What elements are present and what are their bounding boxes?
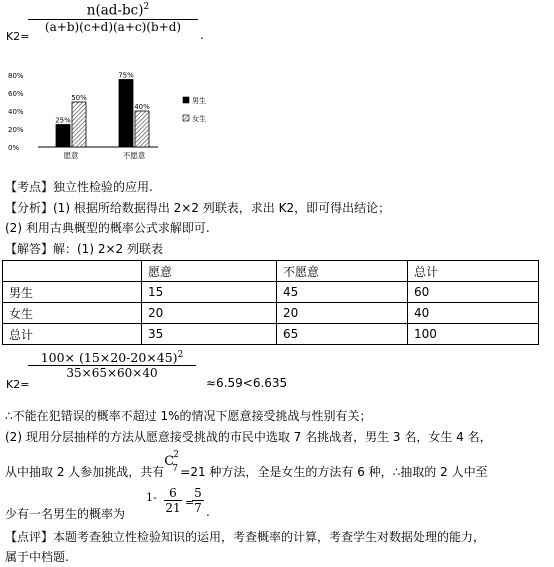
prob-num-2: 5	[194, 486, 202, 500]
prob-fraction-2	[192, 486, 204, 515]
combination	[164, 450, 180, 476]
y-tick-label: 80%	[8, 72, 24, 80]
table-cell: 愿意	[142, 261, 277, 282]
part2-line-1: (2) 现用分层抽样的方法从愿意接受挑战的市民中选取 7 名挑战者，男生 3 名，女生 4 名，	[5, 430, 492, 444]
formula-1-prefix: K2=	[6, 30, 30, 43]
formula-1-exponent: 2	[143, 2, 150, 12]
combination-sub: 7	[172, 464, 178, 474]
table-cell: 35	[142, 324, 277, 345]
legend-swatch	[183, 97, 189, 103]
legend-label: 女生	[192, 115, 206, 123]
table-cell: 不愿意	[277, 261, 408, 282]
formula-2-approx: ≈6.59<6.635	[206, 376, 288, 390]
formula-1-fraction	[28, 2, 198, 34]
formula-2-fraction	[28, 350, 196, 380]
part2-line-3-pre: 少有一名男生的概率为	[5, 507, 126, 521]
table-cell: 65	[277, 324, 408, 345]
fenxi-line-2: (2) 利用古典概型的概率公式求解即可.	[5, 221, 210, 235]
data-label: 40%	[134, 103, 150, 111]
data-label: 75%	[118, 71, 134, 80]
kaodian-line: 【考点】独立性检验的应用.	[5, 180, 153, 194]
table-cell: 总计	[408, 261, 539, 282]
bar-1-1	[135, 111, 149, 147]
combination-base: C	[164, 454, 175, 469]
formula-2	[6, 350, 306, 394]
table-row	[3, 303, 539, 324]
formula-2-denominator: 35×65×60×40	[66, 366, 158, 381]
formula-2-numerator: 100× (15×20-20×45)	[40, 350, 178, 366]
comment-line-1: 【点评】本题考查独立性检验知识的运用，考查概率的计算，考查学生对数据处理的能力，	[5, 530, 486, 544]
bar-chart	[8, 66, 248, 166]
table-cell: 女生	[3, 303, 142, 324]
x-tick-label: 不愿意	[122, 151, 146, 160]
part2-line-2-pre: 从中抽取 2 人参加挑战，共有	[5, 465, 165, 479]
table-row	[3, 261, 539, 282]
conclusion-line: ∴不能在犯错误的概率不超过 1%的情况下愿意接受挑战与性别有关；	[5, 409, 372, 423]
formula-1-suffix: .	[200, 28, 204, 42]
formula-1-denominator: (a+b)(c+d)(a+c)(b+d)	[44, 19, 182, 34]
formula-1-numerator: n(ad-bc)	[86, 2, 144, 19]
table-cell	[3, 261, 142, 282]
legend-label: 男生	[192, 97, 206, 105]
prob-den-2: 7	[194, 501, 202, 515]
bar-0-1	[119, 80, 133, 148]
x-tick-label: 愿意	[63, 151, 79, 160]
table-cell: 15	[142, 282, 277, 303]
part2-line-2-post: =21 种方法，全是女生的方法有 6 种，∴抽取的 2 人中至	[180, 465, 488, 479]
prob-equals: =	[185, 496, 195, 509]
table-cell: 100	[408, 324, 539, 345]
prob-fraction-1	[164, 486, 182, 515]
table-cell: 20	[277, 303, 408, 324]
table-cell: 男生	[3, 282, 142, 303]
prob-num-1: 6	[169, 486, 177, 500]
y-tick-label: 0%	[8, 144, 20, 152]
table-cell: 45	[277, 282, 408, 303]
y-tick-label: 60%	[8, 90, 24, 98]
combination-sup: 2	[173, 450, 179, 460]
table-cell: 40	[408, 303, 539, 324]
table-cell: 20	[142, 303, 277, 324]
contingency-table	[2, 260, 539, 345]
y-tick-label: 20%	[8, 126, 24, 134]
jieda-line: 【解答】解：(1) 2×2 列联表	[5, 242, 163, 256]
data-label: 50%	[71, 94, 87, 102]
part2-line-3	[5, 505, 125, 522]
table-row	[3, 282, 539, 303]
prob-period: .	[206, 505, 210, 519]
table-cell: 总计	[3, 324, 142, 345]
table-cell: 60	[408, 282, 539, 303]
part2-line-2	[5, 450, 488, 480]
formula-2-prefix: K2=	[6, 378, 30, 391]
comment-line-2: 属于中档题.	[5, 550, 69, 564]
legend-swatch	[183, 115, 189, 121]
data-label: 25%	[55, 116, 71, 125]
y-tick-label: 40%	[8, 108, 24, 116]
prob-den-1: 21	[165, 501, 181, 515]
formula-1	[6, 2, 226, 42]
fenxi-line: 【分析】(1) 根据所给数据得出 2×2 列联表，求出 K2，即可得出结论；	[5, 201, 391, 215]
prob-one-minus: 1-	[146, 491, 157, 504]
bar-1-0	[72, 102, 86, 147]
table-row	[3, 324, 539, 345]
formula-2-exponent: 2	[177, 350, 184, 360]
bar-0-0	[56, 125, 70, 148]
